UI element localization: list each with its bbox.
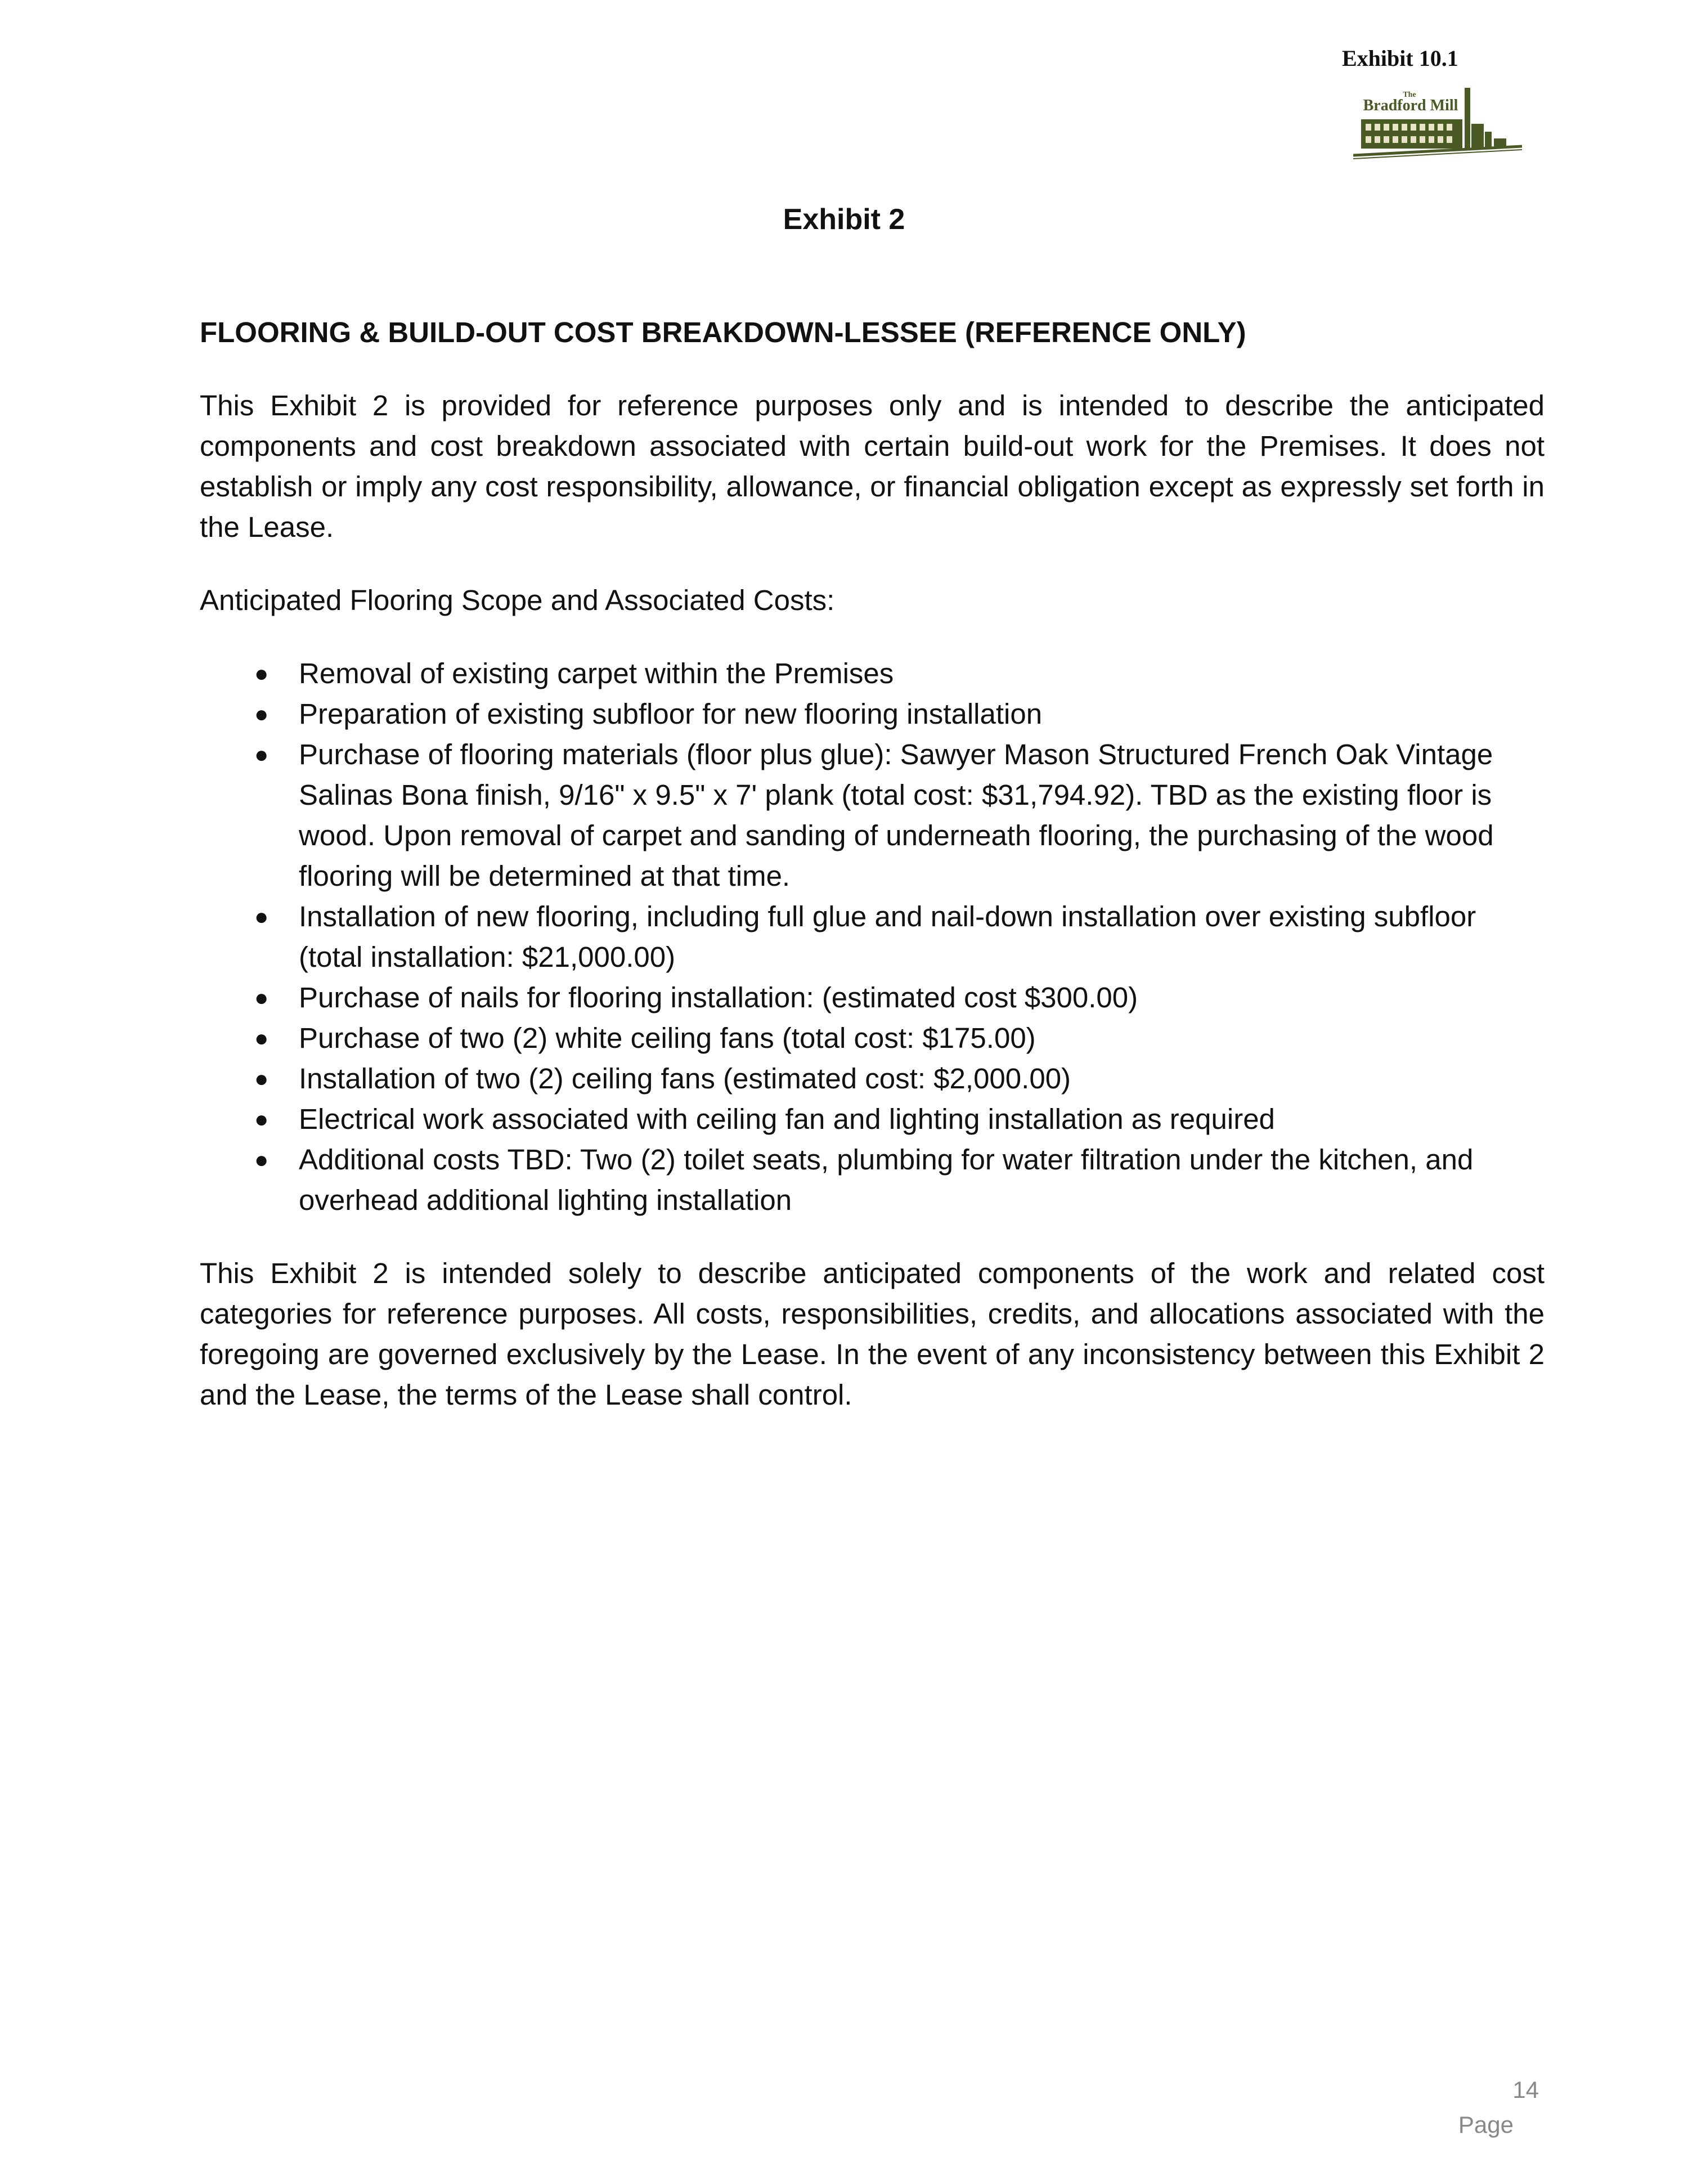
bullet-icon: ●	[254, 903, 269, 930]
list-item: ● Installation of two (2) ceiling fans (estimated cost: $2,000.00)	[200, 1059, 1545, 1099]
document-title: Exhibit 2	[783, 203, 905, 236]
list-item: ● Preparation of existing subfloor for new flooring installation	[200, 694, 1545, 734]
bullet-icon: ●	[254, 741, 269, 768]
page-number: 14	[1512, 2077, 1539, 2103]
list-item: ● Installation of new flooring, including full glue and nail-down installation over existing subfloor (total installation: $21,000.00)	[200, 896, 1545, 977]
bullet-icon: ●	[254, 984, 269, 1011]
bullet-icon: ●	[254, 1146, 269, 1173]
list-item: ● Purchase of two (2) white ceiling fans (total cost: $175.00)	[200, 1018, 1545, 1059]
list-item: ● Removal of existing carpet within the Premises	[200, 653, 1545, 694]
section-heading: FLOORING & BUILD-OUT COST BREAKDOWN-LESSEE (REFERENCE ONLY)	[200, 316, 1246, 348]
svg-text:The: The	[1403, 91, 1416, 99]
exhibit-label: Exhibit 10.1	[1342, 46, 1458, 71]
scope-list	[200, 653, 1545, 1221]
bullet-icon: ●	[254, 701, 269, 727]
page-label: Page	[1458, 2111, 1514, 2138]
svg-text:Bradford Mill: Bradford Mill	[1363, 97, 1458, 114]
intro-paragraph: This Exhibit 2 is provided for reference purposes only and is intended to describe the anticipated components and cost breakdown associated with certain build-out work for the Premises. It does not establish or imply any cost responsibility, allowance, or financial obligation except as expressly set forth in the Lease.	[200, 389, 1545, 543]
document-body	[200, 312, 1545, 1448]
scope-intro: Anticipated Flooring Scope and Associated Costs:	[200, 584, 835, 616]
list-item: ● Electrical work associated with ceiling fan and lighting installation as required	[200, 1099, 1545, 1140]
bullet-icon: ●	[254, 660, 269, 687]
list-item: ● Purchase of nails for flooring installation: (estimated cost $300.00)	[200, 977, 1545, 1018]
list-item: ● Additional costs TBD: Two (2) toilet seats, plumbing for water filtration under the kitchen, and overhead additional lighting installation	[200, 1140, 1545, 1221]
list-item: ● Purchase of flooring materials (floor plus glue): Sawyer Mason Structured French Oak Vintage Salinas Bona finish, 9/16" x 9.5" x 7' plank (total cost: $31,794.92). TBD as the existing floor is wood. Upon removal of carpet and sanding of underneath flooring, the purchasing of the wood flooring will be determined at that time.	[200, 734, 1545, 896]
bullet-icon: ●	[254, 1025, 269, 1051]
bullet-icon: ●	[254, 1106, 269, 1132]
bullet-icon: ●	[254, 1065, 269, 1092]
bradford-mill-logo	[1353, 84, 1533, 163]
closing-paragraph: This Exhibit 2 is intended solely to describe anticipated components of the work and related cost categories for reference purposes. All costs, responsibilities, credits, and allocations associated with the foregoing are governed exclusively by the Lease. In the event of any inconsistency between this Exhibit 2 and the Lease, the terms of the Lease shall control.	[200, 1257, 1545, 1411]
